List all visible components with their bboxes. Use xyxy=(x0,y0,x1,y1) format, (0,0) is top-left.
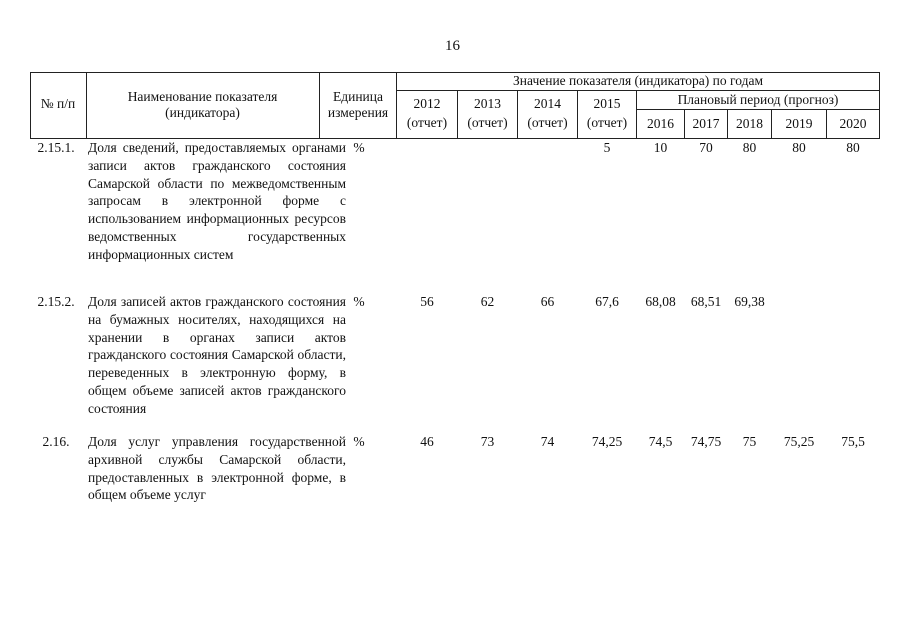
header-unit: Единица измерения xyxy=(327,89,389,120)
value-cell: 74 xyxy=(540,434,555,449)
indicator-name: Доля сведений, предоставляемых органами записи актов гражданского состояния Самарской области по межведомственным запросам в электронной форме с использованием информационных ресурсов ведомственных государственных информационных систем xyxy=(88,140,346,262)
header-plan-group: Плановый период (прогноз) xyxy=(677,92,839,107)
header-plan-year: 2018 xyxy=(736,116,763,131)
header-year: 2014 xyxy=(534,96,561,111)
indicator-name: Доля записей актов гражданского состояния на бумажных носителях, находящихся на хранении в органах записи актов гражданского состояния Самарской области, переведенных в электронную форму, в общем объеме записей актов гражданского состояния xyxy=(88,294,346,416)
header-num: № п/п xyxy=(40,96,76,111)
value-cell: 67,6 xyxy=(595,294,619,309)
header-plan-year: 2020 xyxy=(839,116,867,131)
value-cell: 66 xyxy=(540,294,555,309)
value-cell: 56 xyxy=(420,294,434,309)
indicator-name: Доля услуг управления государственной архивной службы Самарской области, предоставленных в электронной форме, в общем объеме услуг xyxy=(88,434,346,503)
value-cell: 62 xyxy=(480,294,495,309)
header-year: 2012 xyxy=(413,96,441,111)
header-plan-year: 2017 xyxy=(692,116,720,131)
value-cell: 74,25 xyxy=(591,434,623,449)
value-cell: 5 xyxy=(603,140,611,155)
table-header xyxy=(30,72,880,138)
row-number: 2.15.2. xyxy=(37,294,75,309)
row-number: 2.15.1. xyxy=(37,140,75,155)
unit-cell: % xyxy=(353,294,365,309)
header-plan-year: 2016 xyxy=(647,116,674,131)
header-values-group: Значение показателя (индикатора) по годам xyxy=(513,73,763,88)
row-number: 2.16. xyxy=(42,434,70,449)
header-year-note: (отчет) xyxy=(406,115,448,130)
header-year-note: (отчет) xyxy=(467,115,508,130)
value-cell: 68,51 xyxy=(690,294,722,309)
header-year: 2015 xyxy=(593,96,621,111)
value-cell: 80 xyxy=(846,140,860,155)
value-cell: 73 xyxy=(480,434,495,449)
value-cell: 46 xyxy=(420,434,434,449)
value-cell: 68,08 xyxy=(645,294,676,309)
value-cell: 69,38 xyxy=(734,294,765,309)
value-cell: 75,25 xyxy=(783,434,815,449)
value-cell: 70 xyxy=(699,140,713,155)
value-cell: 80 xyxy=(742,140,757,155)
header-plan-year: 2019 xyxy=(785,116,813,131)
value-cell: 80 xyxy=(792,140,806,155)
unit-cell: % xyxy=(353,140,365,155)
header-year-note: (отчет) xyxy=(586,115,628,130)
header-year-note: (отчет) xyxy=(527,115,568,130)
unit-cell: % xyxy=(353,434,365,449)
value-cell: 10 xyxy=(653,140,668,155)
header-name: Наименование показателя (индикатора) xyxy=(127,89,278,120)
value-cell: 74,5 xyxy=(648,434,673,449)
value-cell: 74,75 xyxy=(690,434,722,449)
value-cell: 75,5 xyxy=(841,434,865,449)
page-number: 16 xyxy=(445,38,460,54)
header-year: 2013 xyxy=(474,96,501,111)
value-cell: 75 xyxy=(742,434,757,449)
